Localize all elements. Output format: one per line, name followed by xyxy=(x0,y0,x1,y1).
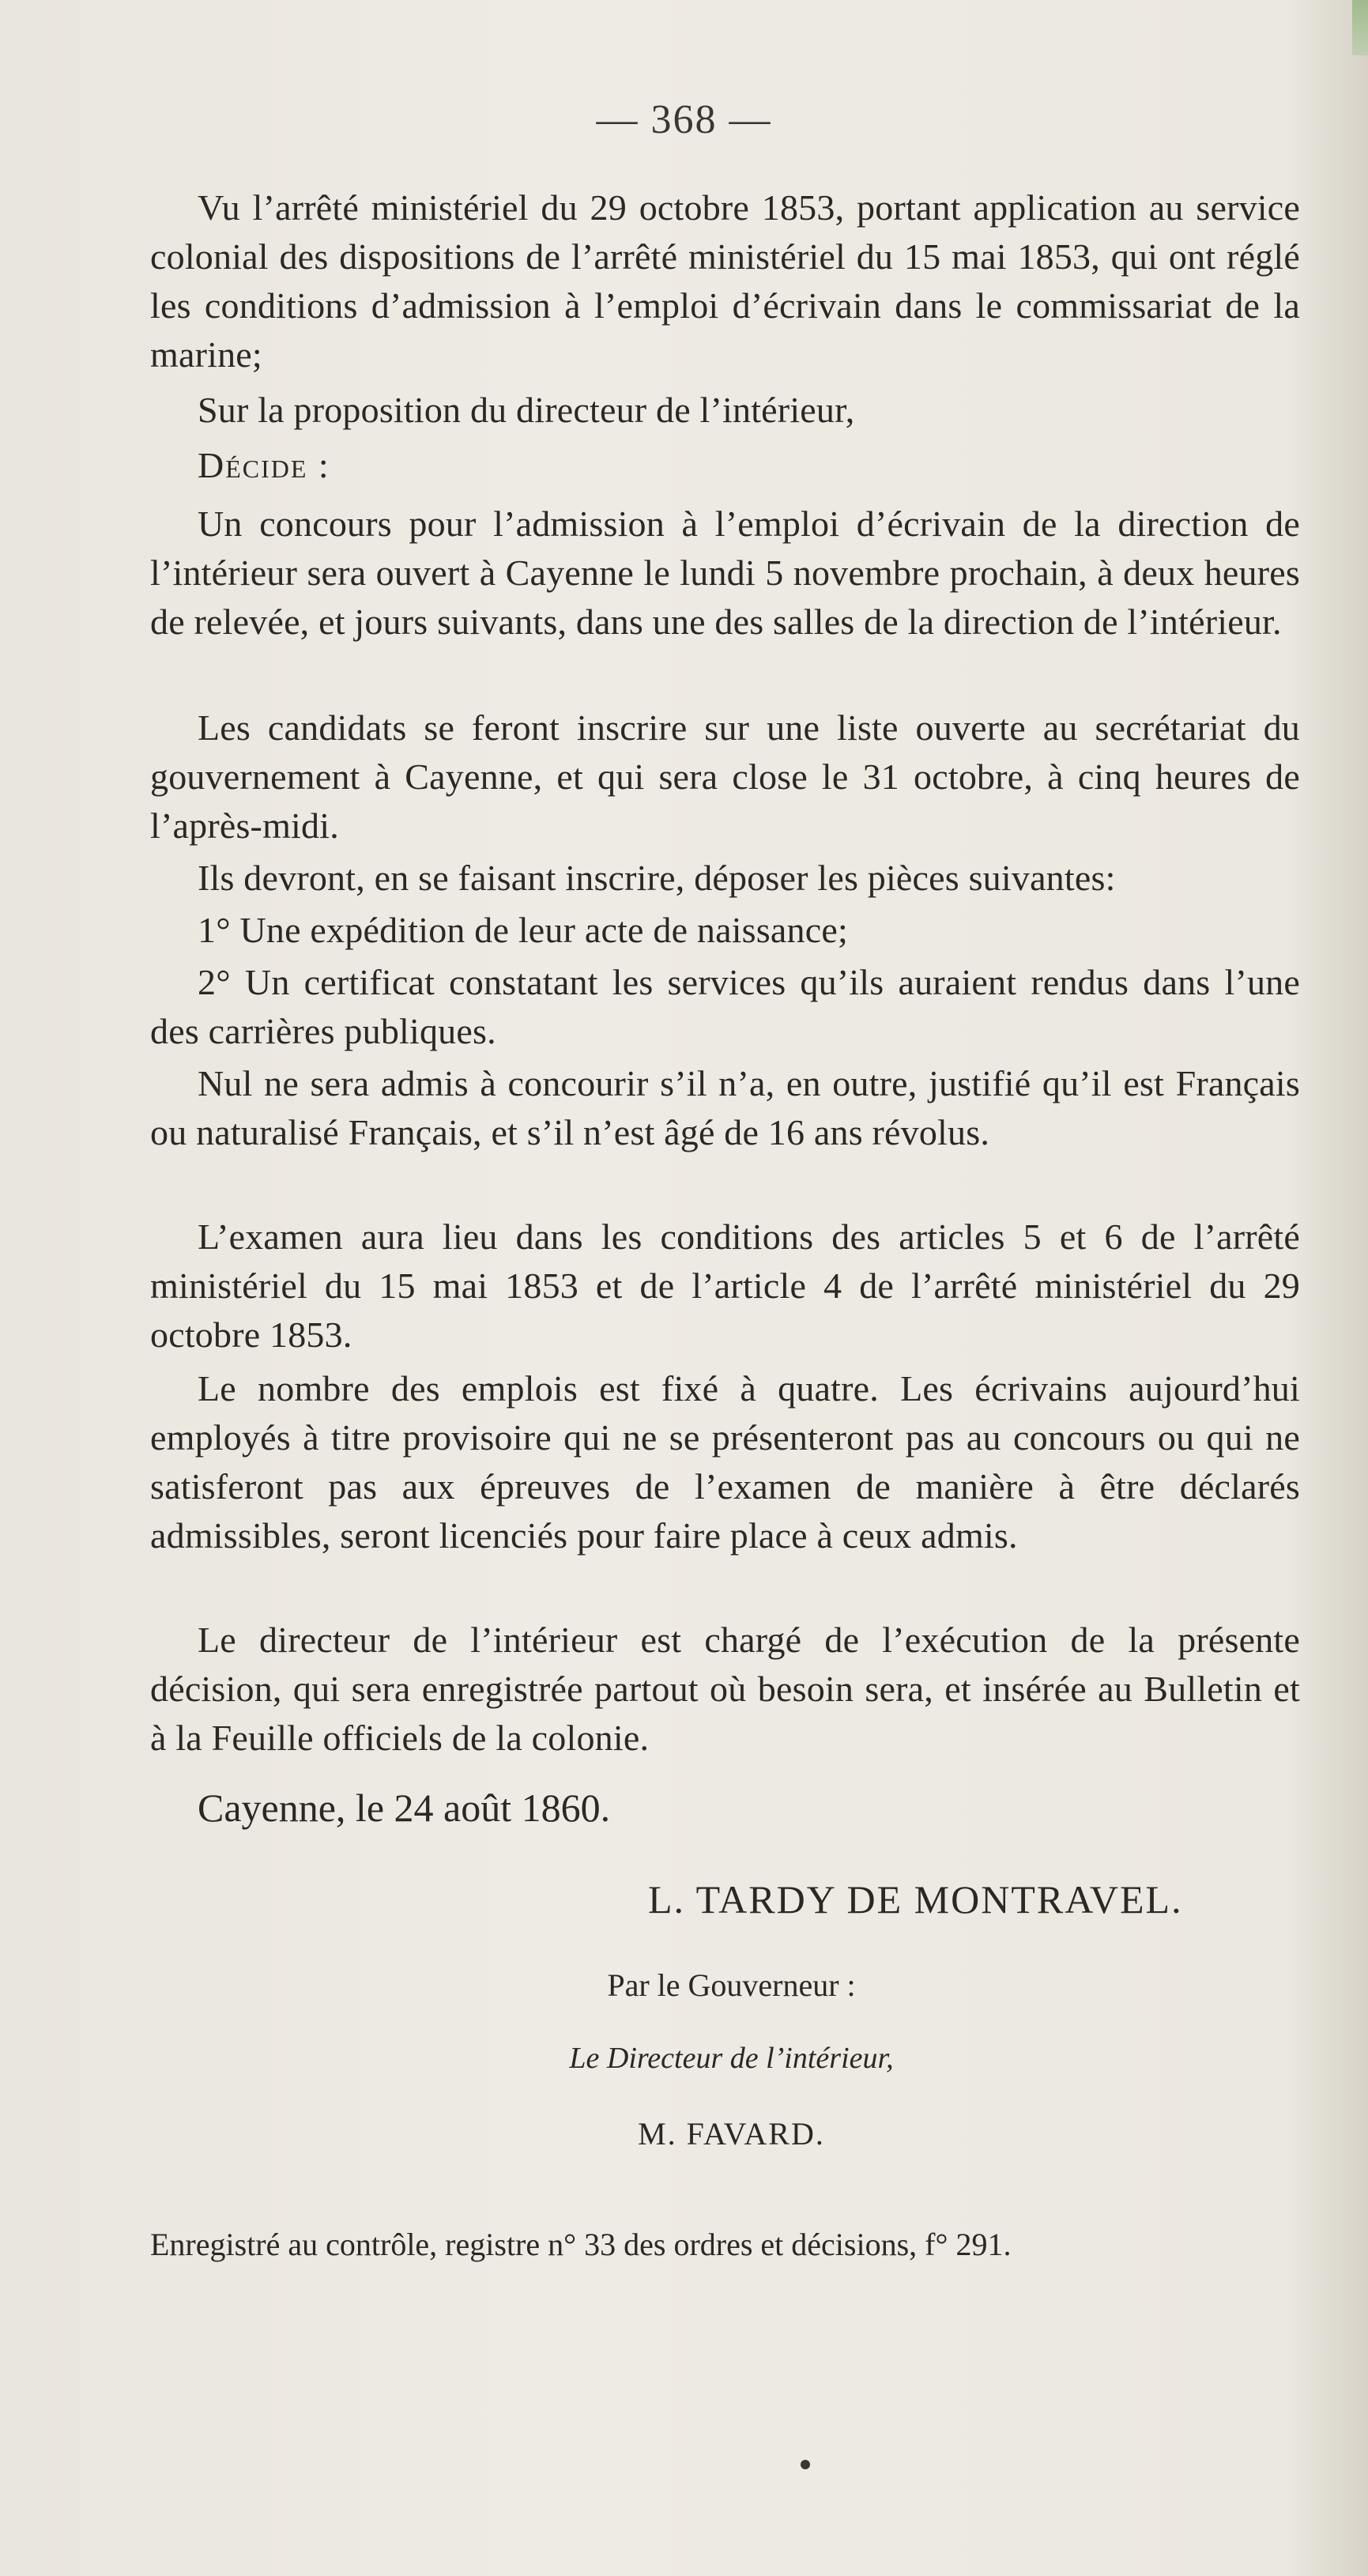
paragraph-proposition: Sur la proposition du directeur de l’intérieur, xyxy=(198,390,855,430)
paragraph-item-2: 2° Un certificat constatant les services qu’ils auraient rendus dans l’une des carrières publiques. xyxy=(150,962,1300,1051)
paragraph-item-1: 1° Une expédition de leur acte de naissance; xyxy=(198,910,848,950)
paragraph-concours: Un concours pour l’admission à l’emploi d’écrivain de la direction de l’intérieur sera ouvert à Cayenne le lundi 5 novembre prochain, à deux heures de relevée, et jours suivants, dans une des salles de la direction de l’intérieur. xyxy=(150,504,1300,642)
paragraph-nul: Nul ne sera admis à concourir s’il n’a, en outre, justifié qu’il est Français ou naturalisé Français, et s’il n’est âgé de 16 ans révolus. xyxy=(150,1063,1300,1152)
page-edge-mark xyxy=(1352,0,1368,55)
signature-name: L. TARDY DE MONTRAVEL. xyxy=(648,1877,1183,1922)
signature-director-name: M. FAVARD. xyxy=(638,2116,825,2152)
page-number: — 368 — xyxy=(596,97,772,142)
registration-note: Enregistré au contrôle, registre n° 33 des ordres et décisions, f° 291. xyxy=(150,2227,1012,2262)
date-line: Cayenne, le 24 août 1860. xyxy=(198,1786,611,1830)
paragraph-candidats: Les candidats se feront inscrire sur une liste ouverte au secrétariat du gouvernement à Cayenne, et qui sera close le 31 octobre, à cinq heures de l’après-midi. xyxy=(150,707,1300,846)
ink-dot xyxy=(801,2460,810,2469)
signature-director-title: Le Directeur de l’intérieur, xyxy=(569,2042,894,2075)
paragraph-vu: Vu l’arrêté ministériel du 29 octobre 1853, portant application au service colonial des dispositions de l’arrêté ministériel du 15 mai 1853, qui ont réglé les conditions d’admission à l’emploi d’écrivain dans le commissariat de la marine; xyxy=(150,187,1300,375)
paragraph-pieces: Ils devront, en se faisant inscrire, déposer les pièces suivantes: xyxy=(198,858,1116,898)
decide-heading: Décide : xyxy=(198,445,330,485)
paragraph-emplois: Le nombre des emplois est fixé à quatre. Les écrivains aujourd’hui employés à titre provisoire qui ne se présenteront pas au concours ou qui ne satisferont pas aux épreuves de l’examen de manière à être déclarés admissibles, seront licenciés pour faire place à ceux admis. xyxy=(150,1368,1300,1556)
signature-by-governor: Par le Gouverneur : xyxy=(607,1967,856,2003)
paragraph-examen: L’examen aura lieu dans les conditions des articles 5 et 6 de l’arrêté ministériel du 15 mai 1853 et de l’article 4 de l’arrêté ministériel du 29 octobre 1853. xyxy=(150,1216,1300,1355)
paragraph-directeur: Le directeur de l’intérieur est chargé de l’exécution de la présente décision, qui sera enregistrée partout où besoin sera, et insérée au Bulletin et à la Feuille officiels de la colonie. xyxy=(150,1620,1300,1758)
